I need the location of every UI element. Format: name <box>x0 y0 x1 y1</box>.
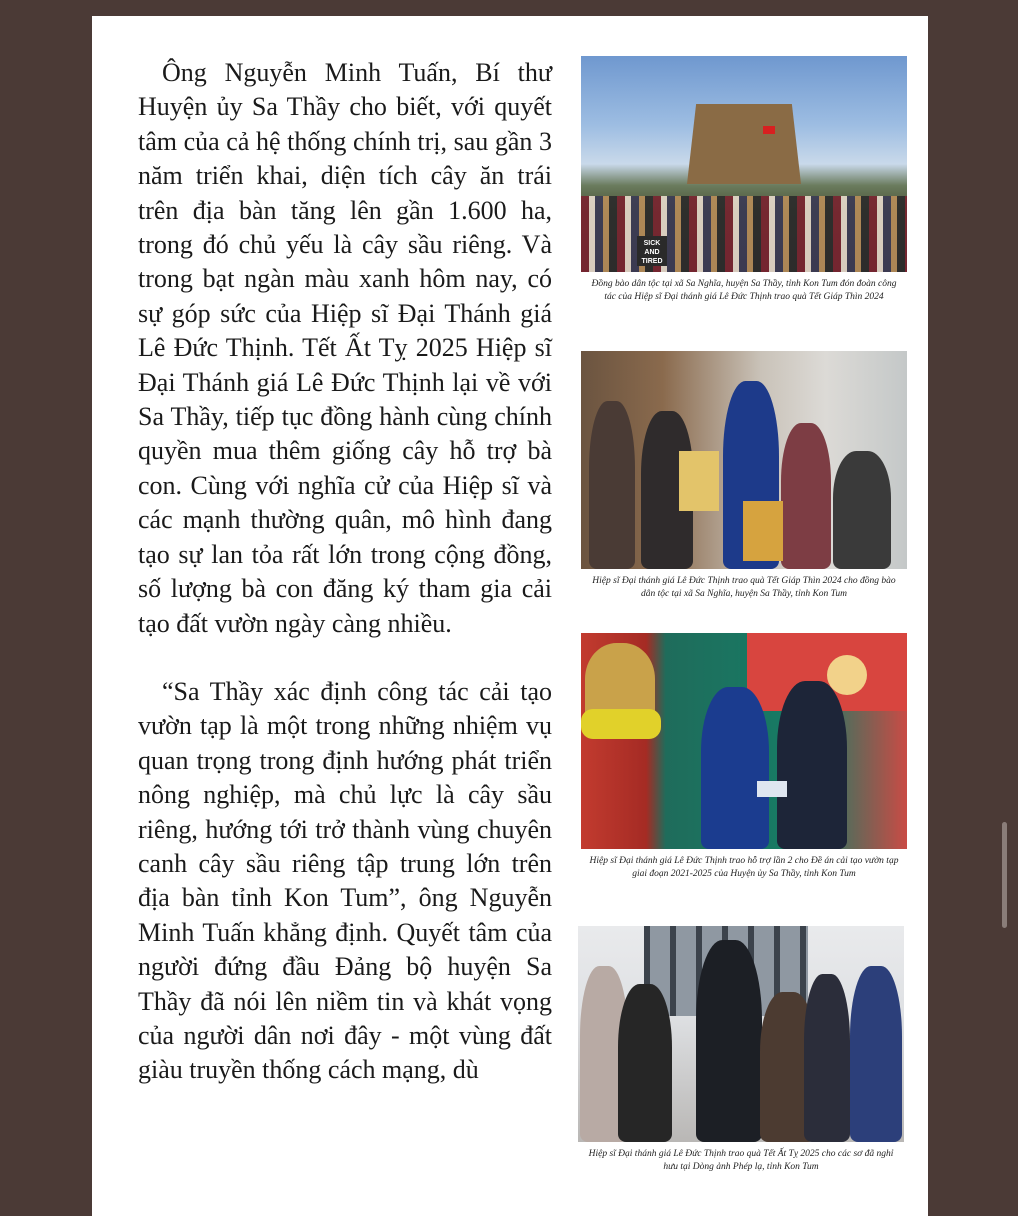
figure-caption: Hiệp sĩ Đại thánh giá Lê Đức Thịnh trao hỗ trợ lần 2 cho Đề án cải tạo vườn tạp giai đoạn 2021-2025 của Huyện ủy Sa Thầy, tỉnh Kon Tum <box>589 856 899 879</box>
photo-gift-giving <box>581 351 907 569</box>
article-page <box>92 16 928 1216</box>
figure-caption: Hiệp sĩ Đại thánh giá Lê Đức Thịnh trao quà Tết Ất Tỵ 2025 cho các sơ đã nghỉ hưu tại Dòng ảnh Phép lạ, tỉnh Kon Tum <box>588 1149 894 1172</box>
person <box>589 401 635 569</box>
person <box>833 451 891 569</box>
article-paragraph: “Sa Thầy xác định công tác cải tạo vườn tạp là một trong những nhiệm vụ quan trọng trong định hướng phát triển nông nghiệp, mà chủ lực là cây sầu riêng, hướng tới trở thành vùng chuyên canh cây sầu riêng tập trung lớn trên địa bàn tỉnh Kon Tum”, ông Nguyễn Minh Tuấn khẳng định. Quyết tâm của người đứng đầu Đảng bộ huyện Sa Thầy đã nói lên niềm tin và khát vọng của người dân nơi đây - một vùng đất giàu truyền thống cách mạng, dù <box>138 676 552 1085</box>
gift-basket <box>743 501 783 561</box>
figure-caption: Đồng bào dân tộc tại xã Sa Nghĩa, huyện Sa Thầy, tỉnh Kon Tum đón đoàn công tác của Hiệp sĩ Đại thánh giá Lê Đức Thịnh trao quà Tết Giáp Thìn 2024 <box>591 279 897 302</box>
person <box>781 423 831 569</box>
figure-caption: Hiệp sĩ Đại thánh giá Lê Đức Thịnh trao quà Tết Giáp Thìn 2024 cho đồng bào dân tộc tại xã Sa Nghĩa, huyện Sa Thầy, tỉnh Kon Tum <box>592 576 896 599</box>
gift-basket <box>679 451 719 511</box>
flower-arrangement <box>581 709 661 739</box>
scrollbar-thumb[interactable] <box>1002 822 1007 928</box>
person <box>777 681 847 849</box>
photo-handover <box>581 633 907 849</box>
figure-1 <box>581 56 907 304</box>
figure-4 <box>578 926 904 1174</box>
figure-3 <box>581 633 907 881</box>
crowd <box>581 196 907 272</box>
person <box>618 984 672 1142</box>
figure-2 <box>581 351 907 601</box>
lantern-icon <box>827 655 867 695</box>
rong-house-roof <box>687 104 801 184</box>
person <box>850 966 902 1142</box>
photo-retired-sisters <box>578 926 904 1142</box>
flag-icon <box>763 126 775 134</box>
article-body <box>138 56 552 1088</box>
person <box>701 687 769 849</box>
article-paragraph: Ông Nguyễn Minh Tuấn, Bí thư Huyện ủy Sa Thầy cho biết, với quyết tâm của cả hệ thống chính trị, sau gần 3 năm triển khai, diện tích cây ăn trái trên địa bàn tăng lên gần 1.600 ha, trong đó chủ yếu là cây sầu riêng. Và trong bạt ngàn màu xanh hôm nay, có sự góp sức của Hiệp sĩ Đại Thánh giá Lê Đức Thịnh. Tết Ất Tỵ 2025 Hiệp sĩ Đại Thánh giá Lê Đức Thịnh lại về với Sa Thầy, tiếp tục đồng hành cùng chính quyền mua thêm giống cây hỗ trợ bà con. Cùng với nghĩa cử của Hiệp sĩ và các mạnh thường quân, mô hình đang tạo sự lan tỏa rất lớn trong cộng đồng, số lượng bà con đăng ký tham gia cải tạo đất vườn ngày càng nhiều. <box>138 58 552 638</box>
person <box>696 940 762 1142</box>
gift-envelope <box>757 781 787 797</box>
person <box>804 974 850 1142</box>
shirt-print: SICK AND TIRED <box>637 236 667 266</box>
photo-communal-house-crowd <box>581 56 907 272</box>
